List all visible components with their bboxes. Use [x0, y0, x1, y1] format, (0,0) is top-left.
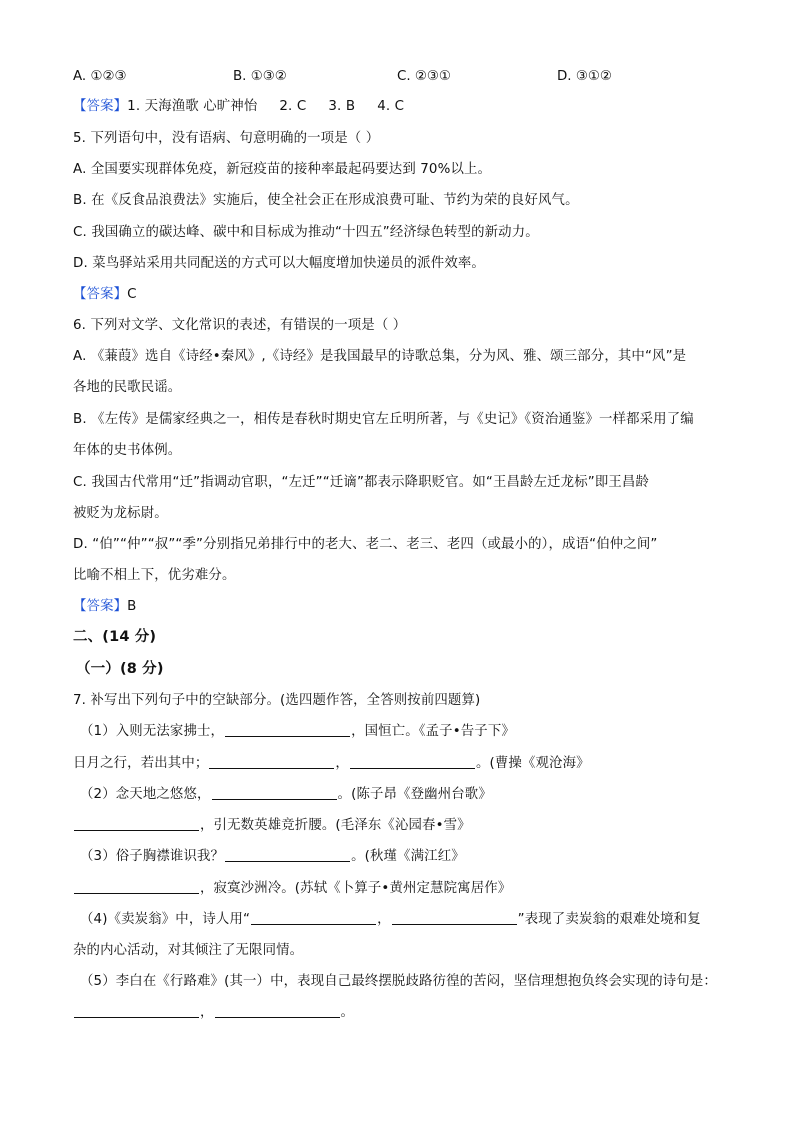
q7-item1-text-pre: （1）入则无法家拂士，	[80, 724, 225, 739]
section-2-heading: 二、(14 分)	[73, 629, 157, 645]
section-2-subheading: （一）(8 分)	[76, 661, 164, 677]
q6-option-c-line1: C. 我国古代常用“迁”指调动官职，“左迁”“迁谪”都表示降职贬官。如“王昌龄左迁龙标”即王昌龄	[73, 475, 650, 490]
answer-blank[interactable]	[74, 817, 199, 831]
q4-option-a: A. ①②③	[73, 69, 127, 84]
answers-1-4	[73, 98, 404, 116]
q4-option-c: C. ②③①	[397, 69, 451, 84]
answer-blank[interactable]	[74, 880, 199, 894]
q7-item5-text-post: 。	[340, 1005, 355, 1020]
q7-item4-text-post: ”表现了卖炭翁的艰难处境和复	[517, 912, 701, 927]
q7-item5-line2	[73, 1004, 354, 1022]
q7-item2b-text-post: ，引无数英雄竞折腰。(毛泽东《沁园春•雪》	[200, 818, 471, 833]
q5-option-d: D. 菜鸟驿站采用共同配送的方式可以大幅度增加快递员的派件效率。	[73, 256, 485, 271]
q6-option-d-line1: D. “伯”“仲”“叔”“季”分别指兄弟排行中的老大、老二、老三、老四（或最小的），成语“伯仲之间”	[73, 537, 658, 552]
answer-1: 1. 天海渔歌 心旷神怡	[127, 99, 258, 114]
answer-blank[interactable]	[215, 1004, 340, 1018]
answer-blank[interactable]	[392, 911, 517, 925]
answer-tag: 【答案】	[73, 287, 128, 302]
q5-option-a: A. 全国要实现群体免疫，新冠疫苗的接种率最起码要达到 70%以上。	[73, 162, 492, 177]
q7-item1-line2	[73, 755, 590, 773]
q7-item4-line2: 杂的内心活动，对其倾注了无限同情。	[73, 943, 304, 958]
q7-item1-text-post: ，国恒亡。《孟子•告子下》	[351, 724, 515, 739]
q7-item1-line1	[80, 723, 515, 741]
answer-tag: 【答案】	[73, 99, 128, 114]
q6-answer	[73, 598, 137, 616]
answer-blank[interactable]	[209, 755, 334, 769]
q7-item2-text-pre: （2）念天地之悠悠，	[80, 787, 211, 802]
q7-item3-line2	[73, 880, 511, 898]
q5-answer	[73, 286, 137, 304]
answer-4: 4. C	[377, 99, 405, 114]
answer-blank[interactable]	[225, 723, 350, 737]
q6-option-b-line2: 年体的史书体例。	[73, 443, 182, 458]
q6-option-a-line1: A. 《蒹葭》选自《诗经•秦风》,《诗经》是我国最早的诗歌总集，分为风、雅、颂三部分，其中“风”是	[73, 349, 687, 364]
q7-stem: 7. 补写出下列句子中的空缺部分。(选四题作答，全答则按前四题算)	[73, 693, 481, 708]
q7-item3-text-pre: （3）俗子胸襟谁识我？	[80, 849, 225, 864]
q6-stem: 6. 下列对文学、文化常识的表述，有错误的一项是（ ）	[73, 318, 407, 333]
q7-item4-line1	[80, 911, 701, 929]
q4-option-b: B. ①③②	[233, 69, 287, 84]
answer-tag: 【答案】	[73, 599, 128, 614]
q7-item4-text-pre: （4)《卖炭翁》中，诗人用“	[80, 912, 251, 927]
answer-blank[interactable]	[74, 1004, 199, 1018]
q7-item4-text-mid: ，	[377, 912, 391, 927]
q7-item1b-text-post: 。(曹操《观沧海》	[475, 756, 590, 771]
answer-2: 2. C	[279, 99, 307, 114]
answer-3: 3. B	[328, 99, 356, 114]
q4-option-d: D. ③①②	[557, 69, 612, 84]
q6-option-c-line2: 被贬为龙标尉。	[73, 506, 168, 521]
answer-blank[interactable]	[225, 848, 350, 862]
q7-item1b-text-pre: 日月之行，若出其中；	[73, 756, 209, 771]
q5-option-c: C. 我国确立的碳达峰、碳中和目标成为推动“十四五”经济绿色转型的新动力。	[73, 225, 539, 240]
q7-item3-line1	[80, 848, 465, 866]
q6-option-d-line2: 比喻不相上下，优劣难分。	[73, 568, 236, 583]
q7-item2-line1	[80, 786, 492, 804]
q6-option-b-line1: B. 《左传》是儒家经典之一，相传是春秋时期史官左丘明所著，与《史记》《资治通鉴》一样都采用了编	[73, 412, 694, 427]
q7-item2-line2	[73, 817, 471, 835]
q7-item2-text-post: 。(陈子昂《登幽州台歌》	[337, 787, 492, 802]
answer-blank[interactable]	[251, 911, 376, 925]
q7-item3b-text-post: ，寂寞沙洲冷。(苏轼《卜算子•黄州定慧院寓居作》	[200, 881, 512, 896]
q5-option-b: B. 在《反食品浪费法》实施后，使全社会正在形成浪费可耻、节约为荣的良好风气。	[73, 193, 579, 208]
q6-option-a-line2: 各地的民歌民谣。	[73, 380, 182, 395]
q7-item3-text-post: 。(秋瑾《满江红》	[351, 849, 465, 864]
answer-blank[interactable]	[350, 755, 475, 769]
q6-answer-value: B	[127, 599, 137, 614]
q5-stem: 5. 下列语句中，没有语病、句意明确的一项是（ ）	[73, 131, 380, 146]
q7-item5-text-mid: ，	[200, 1005, 214, 1020]
q5-answer-value: C	[127, 287, 137, 302]
q7-item5-line1: （5）李白在《行路难》(其一）中，表现自己最终摆脱歧路彷徨的苦闷，坚信理想抱负终会实现的诗句是：	[80, 974, 717, 989]
q7-item1b-text-mid: ，	[335, 756, 349, 771]
answer-blank[interactable]	[212, 786, 337, 800]
